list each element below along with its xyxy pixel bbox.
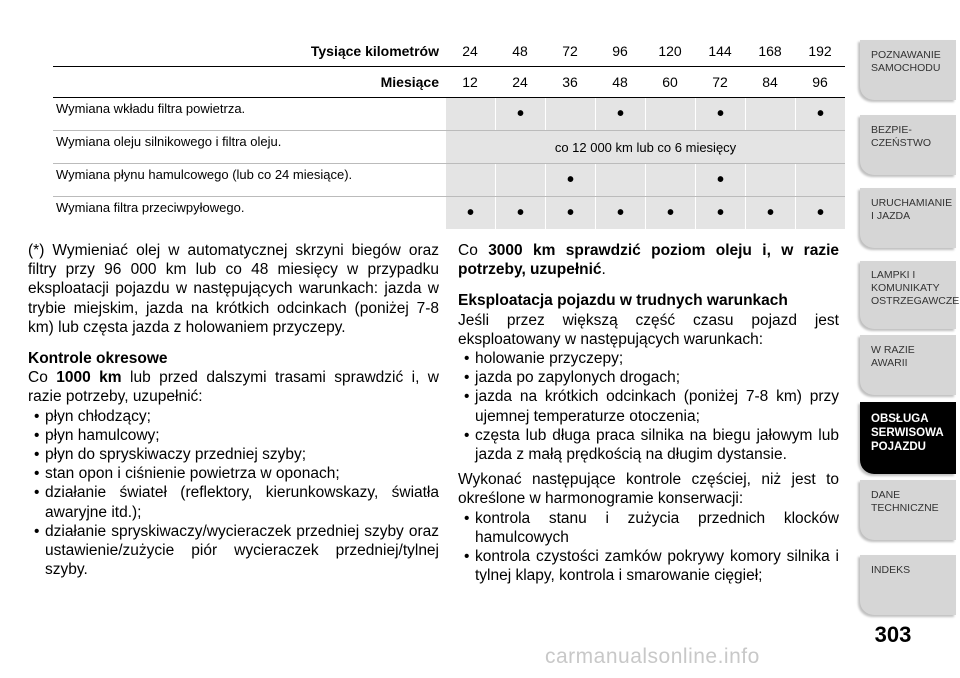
list-item: • płyn hamulcowy; bbox=[28, 426, 439, 445]
tab-uruchamianie-i-jazda[interactable]: URUCHAMIANIE I JAZDA bbox=[860, 188, 956, 248]
table-row bbox=[53, 98, 845, 131]
km-cell: 120 bbox=[658, 43, 682, 59]
schedule-cell: • bbox=[795, 197, 845, 229]
list-item: • holowanie przyczepy; bbox=[458, 349, 839, 368]
month-header-label: Miesiące bbox=[380, 74, 439, 90]
list-item: • stan opon i ciśnienie powietrza w oponach; bbox=[28, 464, 439, 483]
oil-check-note bbox=[458, 241, 839, 279]
text-span: Co bbox=[458, 242, 489, 259]
schedule-cell: • bbox=[595, 197, 645, 229]
schedule-cell bbox=[745, 98, 795, 130]
km-header-label: Tysiące kilometrów bbox=[310, 43, 439, 59]
km-cell: 144 bbox=[708, 43, 732, 59]
schedule-cell: • bbox=[595, 98, 645, 130]
text-span: . bbox=[601, 261, 606, 279]
oil-check-bold: 3000 km sprawdzić poziom oleju i, w razie potrzeby, uzupełnić bbox=[458, 242, 839, 279]
month-cell: 60 bbox=[662, 74, 678, 90]
conditions-intro: Jeśli przez większą część czasu pojazd jest eksploatowany w następujących warunkach: bbox=[458, 311, 839, 348]
schedule-cell bbox=[445, 164, 495, 196]
schedule-cell: • bbox=[695, 98, 745, 130]
frequent-checks-intro: Wykonać następujące kontrole częściej, niż jest to określone w harmonogramie konserwacji: bbox=[458, 471, 839, 508]
text-span: lub przed dalszymi trasami sprawdzić i, w razie potrzeby, uzupełnić: bbox=[28, 369, 439, 406]
page-number: 303 bbox=[874, 622, 912, 647]
conditions-list bbox=[458, 349, 839, 464]
watermark: carmanualsonline.info bbox=[545, 645, 760, 668]
schedule-cell: • bbox=[495, 197, 545, 229]
list-item: • działanie świateł (reflektory, kierunkowskazy, światła awaryjne itd.); bbox=[28, 483, 439, 521]
km-header-row bbox=[53, 36, 845, 66]
tab-poznawanie-samochodu[interactable]: POZNAWANIE SAMOCHODU bbox=[860, 40, 956, 100]
schedule-cell: • bbox=[695, 197, 745, 229]
month-header-row bbox=[53, 67, 845, 97]
row-label: Wymiana płynu hamulcowego (lub co 24 miesiące). bbox=[56, 167, 353, 182]
table-row bbox=[53, 131, 845, 164]
month-cell: 12 bbox=[462, 74, 478, 90]
schedule-cell: • bbox=[695, 164, 745, 196]
km-cell: 96 bbox=[612, 43, 628, 59]
row-label: Wymiana oleju silnikowego i filtra oleju. bbox=[56, 134, 282, 149]
list-item: • płyn chłodzący; bbox=[28, 407, 439, 426]
tab-dane-techniczne[interactable]: DANE TECHNICZNE bbox=[860, 480, 956, 540]
automatic-transmission-note: (*) Wymieniać olej w automatycznej skrzyni biegów oraz filtry przy 96 000 km lub co 48 miesięcy w przypadku eksploatacji pojazdu w następujących warunkach: jazda w trybie miejskim, jazda na krótkich odcinkach (poniżej 7-8 km) lub częsta jazda z holowaniem przyczepy. bbox=[28, 242, 439, 336]
list-item: • kontrola stanu i zużycia przednich klocków hamulcowych bbox=[458, 509, 839, 547]
month-cell: 72 bbox=[712, 74, 728, 90]
tab-lampki-i-komunikaty[interactable]: LAMPKI I KOMUNIKATY OSTRZEGAWCZE bbox=[860, 261, 956, 329]
right-column bbox=[458, 241, 839, 585]
tab-w-razie-awarii[interactable]: W RAZIE AWARII bbox=[860, 335, 956, 395]
schedule-cell bbox=[645, 164, 695, 196]
list-item: • częsta lub długa praca silnika na biegu jałowym lub jazda z małą prędkością na długim dystansie. bbox=[458, 426, 839, 464]
frequent-checks-list bbox=[458, 509, 839, 586]
month-cell: 24 bbox=[512, 74, 528, 90]
merged-schedule-cell: co 12 000 km lub co 6 miesięcy bbox=[445, 131, 845, 163]
schedule-cell bbox=[795, 164, 845, 196]
schedule-cell: • bbox=[495, 98, 545, 130]
list-item: • jazda po zapylonych drogach; bbox=[458, 368, 839, 387]
month-cell: 96 bbox=[812, 74, 828, 90]
row-label: Wymiana filtra przeciwpyłowego. bbox=[56, 200, 245, 215]
row-label: Wymiana wkładu filtra powietrza. bbox=[56, 101, 246, 116]
text-span: Co bbox=[28, 369, 57, 387]
schedule-cell bbox=[645, 98, 695, 130]
left-column bbox=[28, 241, 439, 579]
schedule-cell: • bbox=[795, 98, 845, 130]
schedule-cell bbox=[745, 164, 795, 196]
schedule-cell: • bbox=[645, 197, 695, 229]
schedule-cell bbox=[545, 98, 595, 130]
list-item: • płyn do spryskiwaczy przedniej szyby; bbox=[28, 445, 439, 464]
km-cell: 192 bbox=[808, 43, 832, 59]
tab-bezpieczenstwo[interactable]: BEZPIE- CZEŃSTWO bbox=[860, 115, 956, 175]
km-cell: 72 bbox=[562, 43, 578, 59]
month-cell: 48 bbox=[612, 74, 628, 90]
schedule-cell: • bbox=[545, 197, 595, 229]
table-row bbox=[53, 197, 845, 229]
km-cell: 24 bbox=[462, 43, 478, 59]
schedule-cell bbox=[445, 98, 495, 130]
section-heading: Eksploatacja pojazdu w trudnych warunkach bbox=[458, 292, 788, 310]
section-heading: Kontrole okresowe bbox=[28, 350, 168, 368]
list-item: • jazda na krótkich odcinkach (poniżej 7-8 km) przy ujemnej temperaturze otoczenia; bbox=[458, 387, 839, 425]
table-row bbox=[53, 164, 845, 197]
month-cell: 36 bbox=[562, 74, 578, 90]
maintenance-table bbox=[53, 36, 845, 229]
list-item: • kontrola czystości zamków pokrywy komory silnika i tylnej klapy, kontrola i smarowanie cięgieł; bbox=[458, 547, 839, 585]
tab-indeks[interactable]: INDEKS bbox=[860, 555, 956, 615]
schedule-cell: • bbox=[445, 197, 495, 229]
checks-list bbox=[28, 407, 439, 580]
schedule-cell: • bbox=[745, 197, 795, 229]
tab-obsluga-serwisowa-active[interactable]: OBSŁUGA SERWISOWA POJAZDU bbox=[860, 402, 956, 474]
periodic-checks-intro bbox=[28, 368, 439, 406]
schedule-cell: • bbox=[545, 164, 595, 196]
schedule-cell bbox=[495, 164, 545, 196]
month-cell: 84 bbox=[762, 74, 778, 90]
km-cell: 48 bbox=[512, 43, 528, 59]
distance-bold: 1000 km bbox=[56, 369, 122, 387]
schedule-cell bbox=[595, 164, 645, 196]
km-cell: 168 bbox=[758, 43, 782, 59]
list-item: • działanie spryskiwaczy/wycieraczek przedniej szyby oraz ustawienie/zużycie piór wycieraczek przedniej/tylnej szyby. bbox=[28, 522, 439, 580]
